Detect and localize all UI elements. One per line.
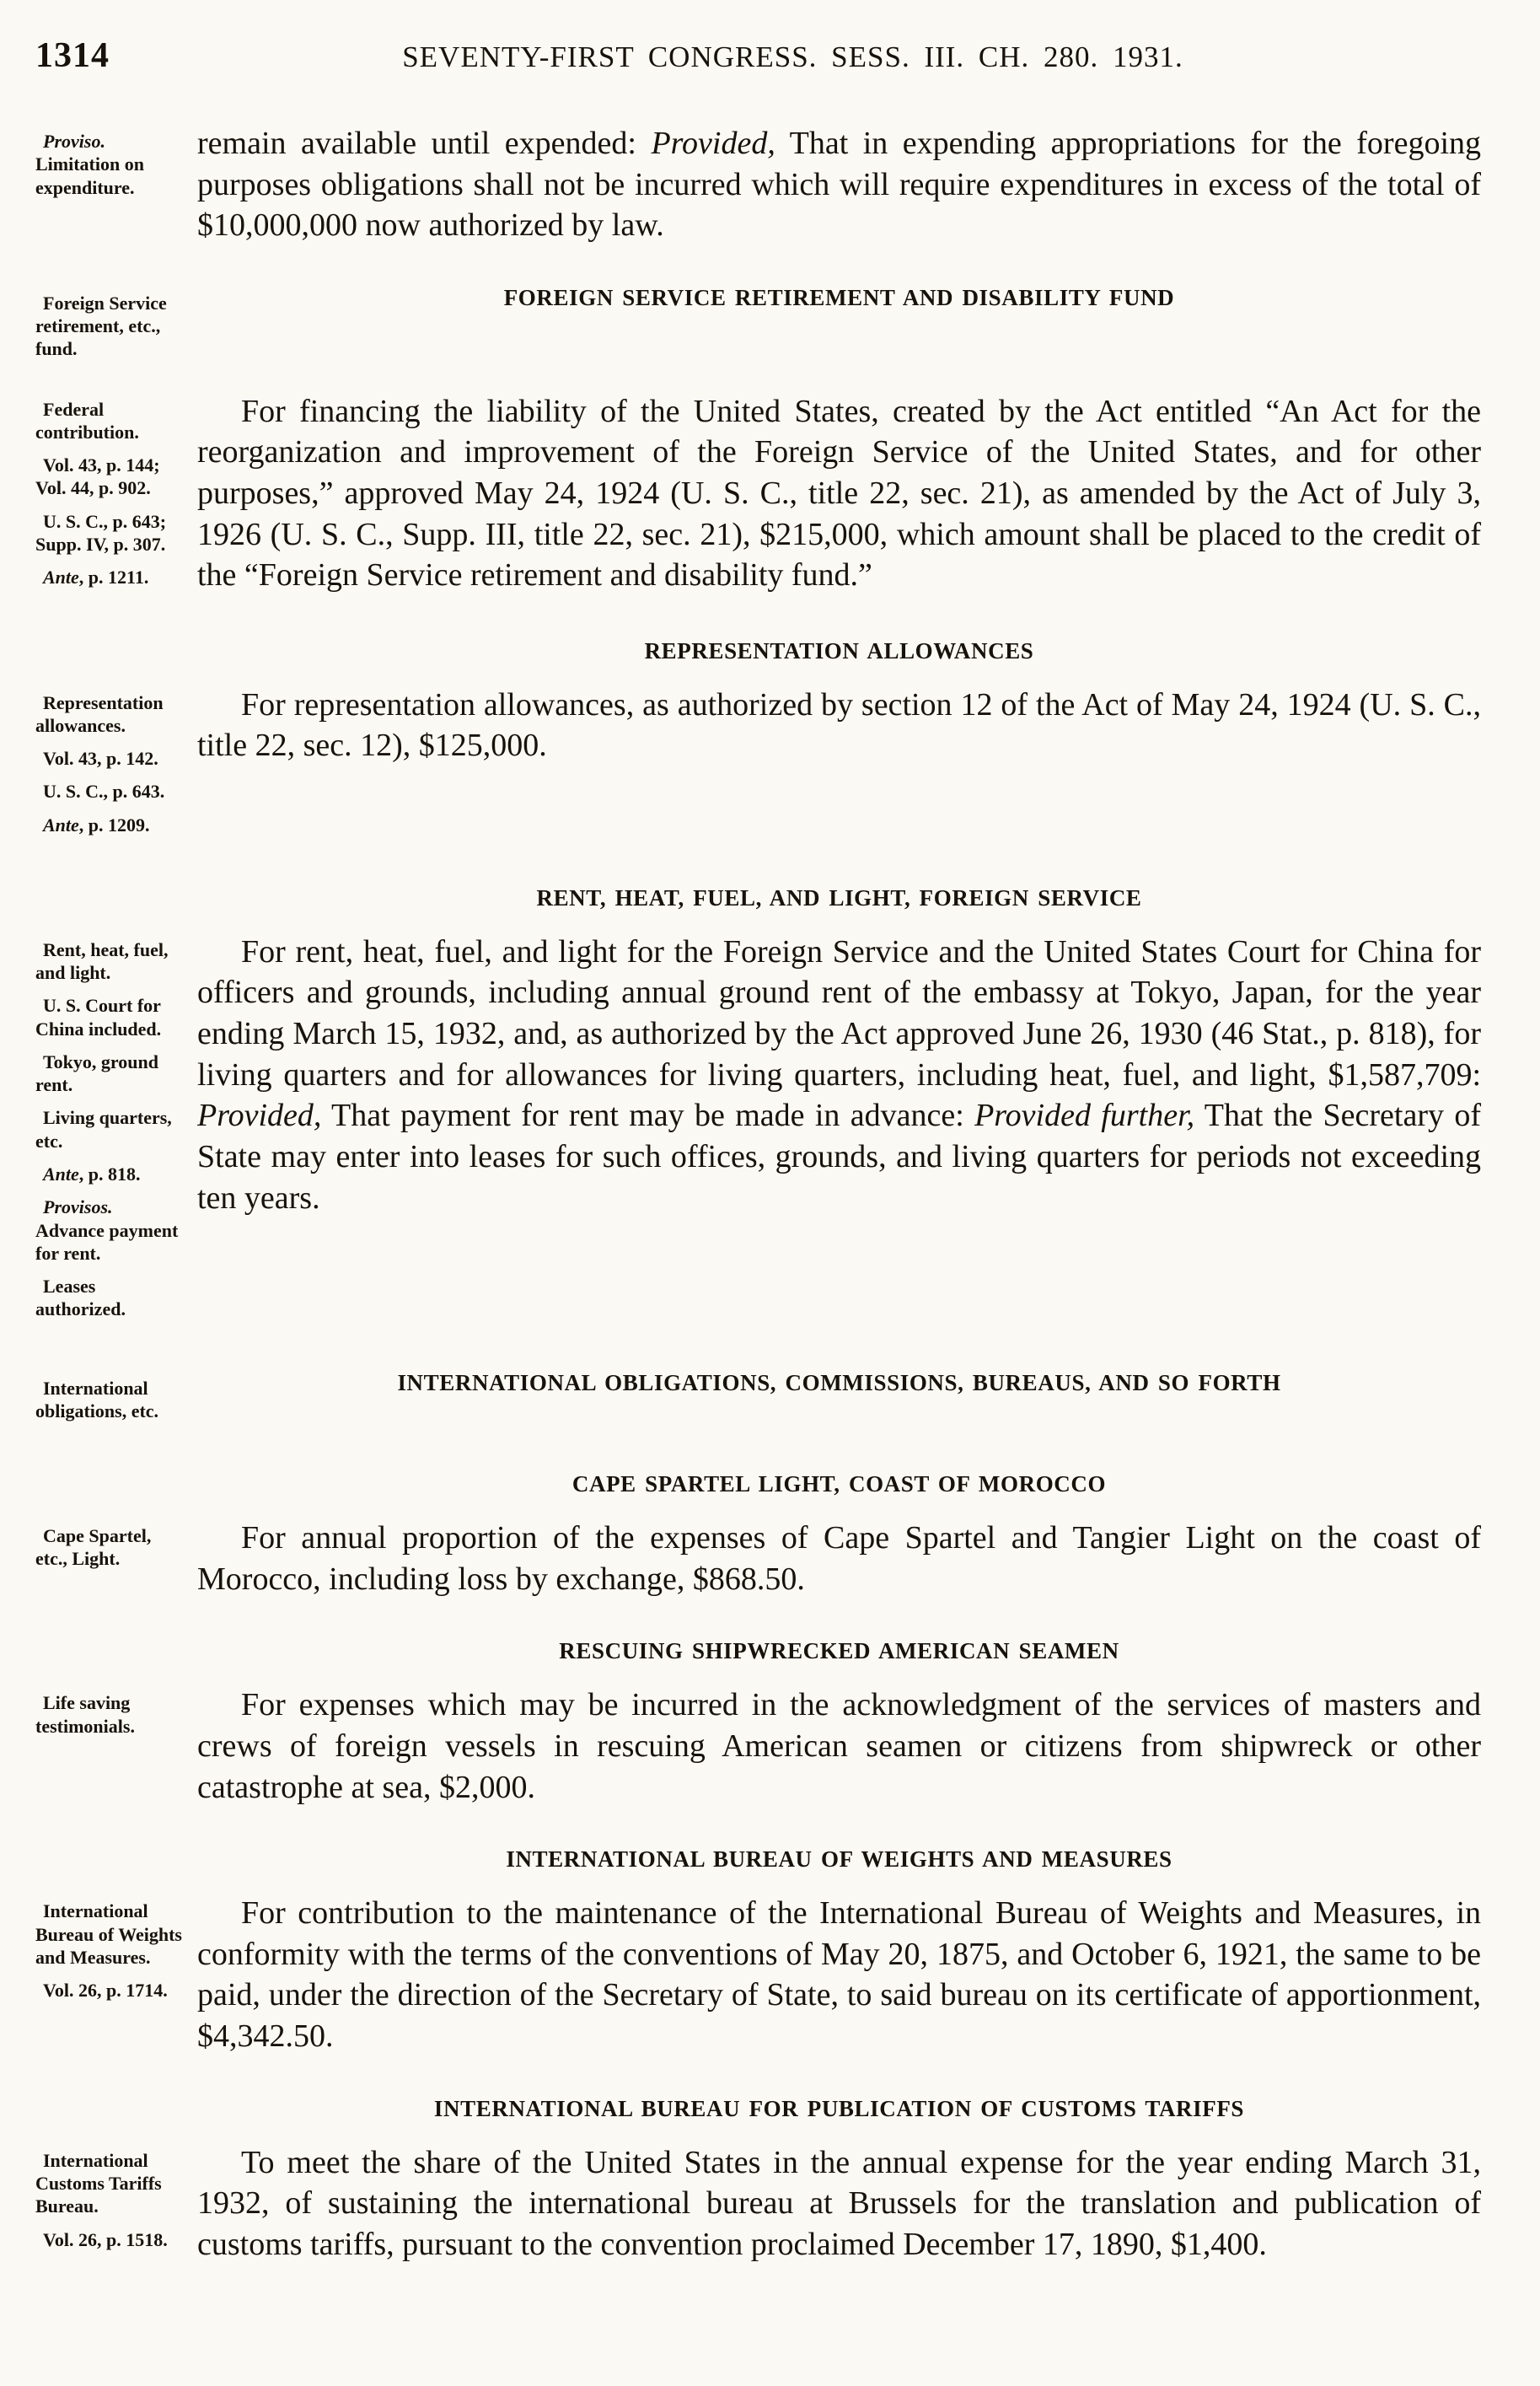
text-run: , p. 1209. bbox=[78, 814, 150, 836]
italic-run: Proviso. bbox=[43, 131, 105, 152]
heading-row bbox=[35, 638, 1481, 664]
paragraph-row bbox=[35, 391, 1481, 599]
margin-notes bbox=[35, 685, 197, 846]
body-paragraph bbox=[197, 1685, 1481, 1808]
running-head: SEVENTY-FIRST CONGRESS. SESS. III. CH. 280. 1931. bbox=[402, 40, 1183, 73]
margin-note bbox=[35, 510, 182, 556]
text-run: Leases authorized. bbox=[35, 1276, 126, 1320]
margin-notes bbox=[35, 1893, 197, 2012]
paragraph-row bbox=[35, 1518, 1481, 1599]
body-paragraph bbox=[197, 685, 1481, 766]
heading-row bbox=[35, 1638, 1481, 1664]
section-heading: INTERNATIONAL BUREAU FOR PUBLICATION OF CUSTOMS TARIFFS bbox=[433, 2095, 1245, 2121]
page-number: 1314 bbox=[35, 36, 110, 75]
heading-row bbox=[35, 2096, 1481, 2122]
margin-notes bbox=[35, 2142, 197, 2261]
sections bbox=[35, 123, 1481, 2265]
text-run: That payment for rent may be made in advance: bbox=[321, 1098, 975, 1134]
text-run: U. S. Court for China included. bbox=[35, 995, 162, 1040]
text-run: For financing the liability of the United States, created by the Act entitled “An Act for the reorganization and improvement of the Foreign Service of the United States, and for other purposes,” approved May 24, 1924 (U. S. C., title 22, sec. 21), as amended by the Act of July 3, 1926 (U. S. C., Supp. III, title 22, sec. 21), $215,000, which amount shall be placed to the credit of the “Foreign Service retirement and disability fund.” bbox=[197, 393, 1481, 594]
body-column bbox=[197, 1471, 1481, 1497]
text-run: For contribution to the maintenance of the International Bureau of Weights and Measures, in conformity with the terms of the conventions of May 20, 1875, and October 6, 1921, the same to be paid, under the direction of the Secretary of State, to said bureau on its certificate of apportionment, $4,342.50. bbox=[197, 1895, 1481, 2055]
margin-notes bbox=[35, 1370, 197, 1433]
text-run: To meet the share of the United States in the annual expense for the year ending March 31, 1932, of sustaining the international bureau at Brussels for the translation and publication of customs tariffs, pursuant to the convention proclaimed December 17, 1890, $1,400. bbox=[197, 2144, 1481, 2262]
text-run: International Customs Tariffs Bureau. bbox=[35, 2149, 162, 2217]
text-run: remain available until expended: bbox=[197, 126, 652, 161]
text-run: , p. 1211. bbox=[78, 567, 149, 588]
margin-note bbox=[35, 1163, 182, 1185]
text-run: Vol. 26, p. 1518. bbox=[43, 2228, 168, 2250]
margin-notes bbox=[35, 932, 197, 1331]
text-run: Representation allowances. bbox=[35, 691, 164, 736]
margin-note bbox=[35, 2228, 182, 2251]
section-heading: INTERNATIONAL OBLIGATIONS, COMMISSIONS, BUREAUS, AND SO FORTH bbox=[397, 1369, 1281, 1395]
margin-note bbox=[35, 454, 182, 500]
text-run: , p. 818. bbox=[78, 1163, 141, 1185]
body-paragraph bbox=[197, 1518, 1481, 1599]
text-run: Cape Spartel, etc., Light. bbox=[35, 1525, 152, 1570]
text-run: Rent, heat, fuel, and light. bbox=[35, 938, 169, 984]
body-column bbox=[197, 885, 1481, 911]
italic-run: Ante bbox=[43, 567, 79, 588]
heading-row bbox=[35, 1471, 1481, 1497]
body-column bbox=[197, 2142, 1481, 2265]
body-column bbox=[197, 391, 1481, 596]
body-column bbox=[197, 123, 1481, 246]
section-heading: CAPE SPARTEL LIGHT, COAST OF MOROCCO bbox=[571, 1471, 1107, 1497]
body-column bbox=[197, 685, 1481, 766]
text-run: That in expending appropriations for the foregoing purposes obligations shall not be incurred which will require expenditures in excess of the total of $10,000,000 now authorized by law. bbox=[197, 126, 1482, 244]
text-run: Federal contribution. bbox=[35, 398, 139, 443]
section-heading: RENT, HEAT, FUEL, AND LIGHT, FOREIGN SERVICE bbox=[536, 884, 1142, 911]
body-column bbox=[197, 2096, 1481, 2122]
margin-note bbox=[35, 292, 182, 361]
heading-row bbox=[35, 885, 1481, 911]
text-run: Vol. 43, p. 144; Vol. 44, p. 902. bbox=[35, 454, 160, 499]
margin-note bbox=[35, 780, 182, 803]
margin-notes bbox=[35, 391, 197, 599]
body-paragraph bbox=[197, 932, 1481, 1218]
body-paragraph bbox=[197, 1893, 1481, 2057]
heading-row bbox=[35, 1846, 1481, 1873]
margin-note bbox=[35, 1051, 182, 1097]
body-paragraph bbox=[197, 391, 1481, 596]
text-run: Life saving testimonials. bbox=[35, 1692, 135, 1737]
text-run: Tokyo, ground rent. bbox=[35, 1051, 158, 1096]
text-run: For expenses which may be incurred in the acknowledgment of the services of masters and crews of foreign vessels in rescuing American seamen or citizens from shipwreck or other catastrophe at sea, $2,000. bbox=[197, 1687, 1481, 1805]
text-run: Foreign Service retirement, etc., fund. bbox=[35, 292, 167, 360]
margin-note bbox=[35, 130, 182, 199]
body-column bbox=[197, 1518, 1481, 1599]
body-column bbox=[197, 285, 1481, 311]
text-run: Vol. 26, p. 1714. bbox=[43, 1980, 168, 2002]
margin-note bbox=[35, 2149, 182, 2218]
text-run: International Bureau of Weights and Measures. bbox=[35, 1900, 182, 1968]
text-run: International obligations, etc. bbox=[35, 1377, 159, 1421]
text-run: For representation allowances, as authorized by section 12 of the Act of May 24, 1924 (U. S. C., title 22, sec. 12), $125,000. bbox=[197, 686, 1481, 764]
margin-notes bbox=[35, 885, 197, 892]
text-run: U. S. C., p. 643. bbox=[43, 781, 165, 803]
italic-run: Provided, bbox=[651, 126, 775, 161]
margin-notes bbox=[35, 285, 197, 371]
italic-run: Provided, bbox=[197, 1098, 322, 1134]
margin-notes bbox=[35, 1685, 197, 1748]
margin-note bbox=[35, 814, 182, 836]
body-column bbox=[197, 638, 1481, 664]
text-run: Limitation on expenditure. bbox=[35, 153, 144, 198]
margin-note bbox=[35, 1275, 182, 1321]
paragraph-row bbox=[35, 932, 1481, 1331]
paragraph-row bbox=[35, 1685, 1481, 1808]
text-run: For annual proportion of the expenses of Cape Spartel and Tangier Light on the coast of Morocco, including loss by exchange, $868.50. bbox=[197, 1520, 1481, 1597]
text-run: Vol. 43, p. 142. bbox=[43, 748, 158, 770]
body-column bbox=[197, 1893, 1481, 2057]
margin-notes bbox=[35, 638, 197, 645]
margin-note bbox=[35, 1979, 182, 2002]
italic-run: Provided further, bbox=[974, 1098, 1195, 1134]
text-run: That the Secretary of State may enter into leases for such offices, grounds, and living quarters for periods not exceeding ten years. bbox=[197, 1098, 1481, 1216]
body-column bbox=[197, 1685, 1481, 1808]
section-heading: FOREIGN SERVICE RETIREMENT AND DISABILITY FUND bbox=[503, 284, 1175, 310]
margin-note bbox=[35, 938, 182, 985]
margin-note bbox=[35, 1691, 182, 1738]
body-paragraph bbox=[197, 2142, 1481, 2265]
margin-note bbox=[35, 1377, 182, 1423]
italic-run: Provisos. bbox=[43, 1196, 113, 1218]
margin-note bbox=[35, 691, 182, 738]
margin-note bbox=[35, 398, 182, 444]
body-column bbox=[197, 932, 1481, 1218]
margin-note bbox=[35, 1900, 182, 1969]
margin-notes bbox=[35, 1471, 197, 1478]
paragraph-row bbox=[35, 1893, 1481, 2057]
margin-note bbox=[35, 747, 182, 770]
section-heading: RESCUING SHIPWRECKED AMERICAN SEAMEN bbox=[559, 1638, 1119, 1664]
margin-note bbox=[35, 1196, 182, 1265]
margin-notes bbox=[35, 2096, 197, 2103]
margin-notes bbox=[35, 1518, 197, 1581]
section-heading: REPRESENTATION ALLOWANCES bbox=[644, 637, 1034, 664]
body-column bbox=[197, 1846, 1481, 1873]
italic-run: Ante bbox=[43, 1163, 79, 1185]
page-header bbox=[35, 35, 1481, 76]
section-heading: INTERNATIONAL BUREAU OF WEIGHTS AND MEASURES bbox=[506, 1846, 1172, 1873]
margin-note bbox=[35, 994, 182, 1040]
text-run: For rent, heat, fuel, and light for the Foreign Service and the United States Court for China for officers and grounds, including annual ground rent of the embassy at Tokyo, Japan, for the year ending March 15, 1932, and, as authorized by the Act approved June 26, 1930 (46 Stat., p. 818), for living quarters and for allowances for living quarters, including heat, fuel, and light, $1,587,709: bbox=[197, 933, 1481, 1093]
margin-note bbox=[35, 1524, 182, 1571]
heading-row bbox=[35, 285, 1481, 371]
margin-note bbox=[35, 1106, 182, 1153]
paragraph-row bbox=[35, 685, 1481, 846]
margin-notes bbox=[35, 1638, 197, 1645]
body-column bbox=[197, 1638, 1481, 1664]
italic-run: Ante bbox=[43, 814, 79, 836]
margin-notes bbox=[35, 1846, 197, 1853]
text-run: Living quarters, etc. bbox=[35, 1107, 172, 1152]
body-column bbox=[197, 1370, 1481, 1396]
paragraph-row bbox=[35, 123, 1481, 246]
margin-notes bbox=[35, 123, 197, 209]
text-run: Advance payment for rent. bbox=[35, 1219, 179, 1264]
text-run: U. S. C., p. 643; Supp. IV, p. 307. bbox=[35, 510, 167, 555]
body-paragraph bbox=[197, 123, 1481, 246]
heading-row bbox=[35, 1370, 1481, 1433]
margin-note bbox=[35, 566, 182, 588]
paragraph-row bbox=[35, 2142, 1481, 2265]
